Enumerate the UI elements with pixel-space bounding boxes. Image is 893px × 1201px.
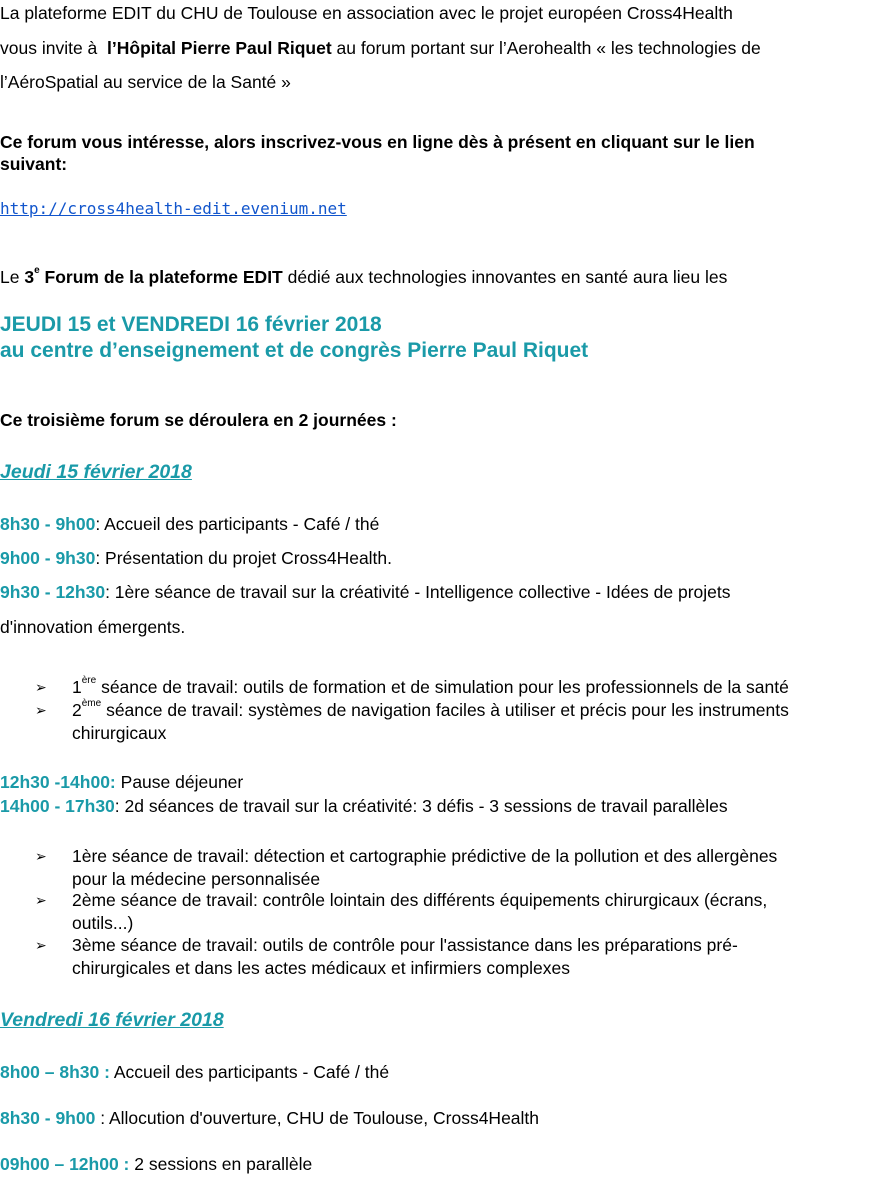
forum-number-sup: e <box>34 265 40 276</box>
days-intro: Ce troisième forum se déroulera en 2 journées : <box>0 410 397 430</box>
list-item-text: 3ème séance de travail: outils de contrôle pour l'assistance dans les préparations pré- <box>72 935 738 955</box>
list-item-text-cont: chirurgicaux <box>72 723 167 743</box>
session-text: 2 sessions en parallèle <box>134 1154 313 1174</box>
arrow-bullet-icon: ➢ <box>35 937 47 953</box>
arrow-bullet-icon: ➢ <box>35 702 47 718</box>
forum-sentence <box>0 267 727 288</box>
session-text: : Accueil des participants - Café / thé <box>95 514 380 534</box>
list-item-text: 2ème séance de travail: contrôle lointain des différents équipements chirurgicaux (écrans, <box>72 890 768 910</box>
intro-line-3: l’AéroSpatial au service de la Santé » <box>0 72 291 92</box>
day2-session-2 <box>0 1108 539 1129</box>
session-text: : Allocution d'ouverture, CHU de Toulouse, Cross4Health <box>100 1108 540 1128</box>
forum-name: Forum de la plateforme EDIT <box>44 267 283 287</box>
list-item <box>0 890 893 936</box>
list-item-text: 2ème séance de travail: systèmes de navigation faciles à utiliser et précis pour les instruments <box>72 698 789 720</box>
session-time: 8h00 – 8h30 : <box>0 1062 110 1082</box>
day1-session-3-cont: d'innovation émergents. <box>0 617 186 637</box>
arrow-bullet-icon: ➢ <box>35 848 47 864</box>
forum-number: 3e <box>24 265 40 287</box>
session-time: 9h30 - 12h30 <box>0 582 106 602</box>
day1-session-4 <box>0 772 243 793</box>
day1-session-2 <box>0 548 392 569</box>
session-time: 8h30 - 9h00 <box>0 514 96 534</box>
event-venue: au centre d’enseignement et de congrès Pierre Paul Riquet <box>0 339 589 362</box>
arrow-bullet-icon: ➢ <box>35 892 47 908</box>
day1-title: Jeudi 15 février 2018 <box>0 461 192 483</box>
session-time: 9h00 - 9h30 <box>0 548 96 568</box>
forum-post: dédié aux technologies innovantes en santé aura lieu les <box>287 267 728 287</box>
intro-line-2 <box>0 38 761 59</box>
day1-session-3 <box>0 582 731 603</box>
session-time: 14h00 - 17h30 <box>0 796 115 816</box>
session-time: 8h30 - 9h00 <box>0 1108 96 1128</box>
day2-session-3 <box>0 1154 312 1175</box>
list-item-text-cont: chirurgicales et dans les actes médicaux et infirmiers complexes <box>72 958 570 978</box>
list-item-text-cont: pour la médecine personnalisée <box>72 869 321 889</box>
day2-title: Vendredi 16 février 2018 <box>0 1009 224 1031</box>
session-time: 12h30 -14h00: <box>0 772 116 792</box>
day2-session-1 <box>0 1062 389 1083</box>
session-text: Accueil des participants - Café / thé <box>113 1062 390 1082</box>
list-item-text-cont: outils...) <box>72 913 134 933</box>
intro-line-2-post: au forum portant sur l’Aerohealth « les technologies de <box>336 38 761 58</box>
session-text: Pause déjeuner <box>120 772 244 792</box>
session-time: 09h00 – 12h00 : <box>0 1154 130 1174</box>
hospital-name: l’Hôpital Pierre Paul Riquet <box>107 38 332 58</box>
day1-session-1 <box>0 514 379 535</box>
session-text: : Présentation du projet Cross4Health. <box>95 548 393 568</box>
list-item <box>0 846 893 892</box>
list-item <box>0 700 893 746</box>
session-text: : 1ère séance de travail sur la créativité - Intelligence collective - Idées de projets <box>105 582 731 602</box>
register-line-1: Ce forum vous intéresse, alors inscrivez-vous en ligne dès à présent en cliquant sur le lien <box>0 132 755 152</box>
register-line-2: suivant: <box>0 154 68 174</box>
list-item <box>0 935 893 981</box>
session-text: : 2d séances de travail sur la créativité: 3 défis - 3 sessions de travail parallèles <box>114 796 728 816</box>
list-item <box>0 677 893 701</box>
intro-line-2-pre: vous invite à <box>0 38 98 58</box>
day1-session-5 <box>0 796 728 817</box>
registration-link[interactable]: http://cross4health-edit.evenium.net <box>0 199 347 218</box>
arrow-bullet-icon: ➢ <box>35 679 47 695</box>
event-dates: JEUDI 15 et VENDREDI 16 février 2018 <box>0 313 382 336</box>
list-item-text: 1ère séance de travail: outils de formation et de simulation pour les professionnels de la santé <box>72 675 789 697</box>
list-item-text: 1ère séance de travail: détection et cartographie prédictive de la pollution et des allergènes <box>72 846 778 866</box>
intro-line-1: La plateforme EDIT du CHU de Toulouse en association avec le projet européen Cross4Health <box>0 3 733 23</box>
forum-pre: Le <box>0 267 20 287</box>
